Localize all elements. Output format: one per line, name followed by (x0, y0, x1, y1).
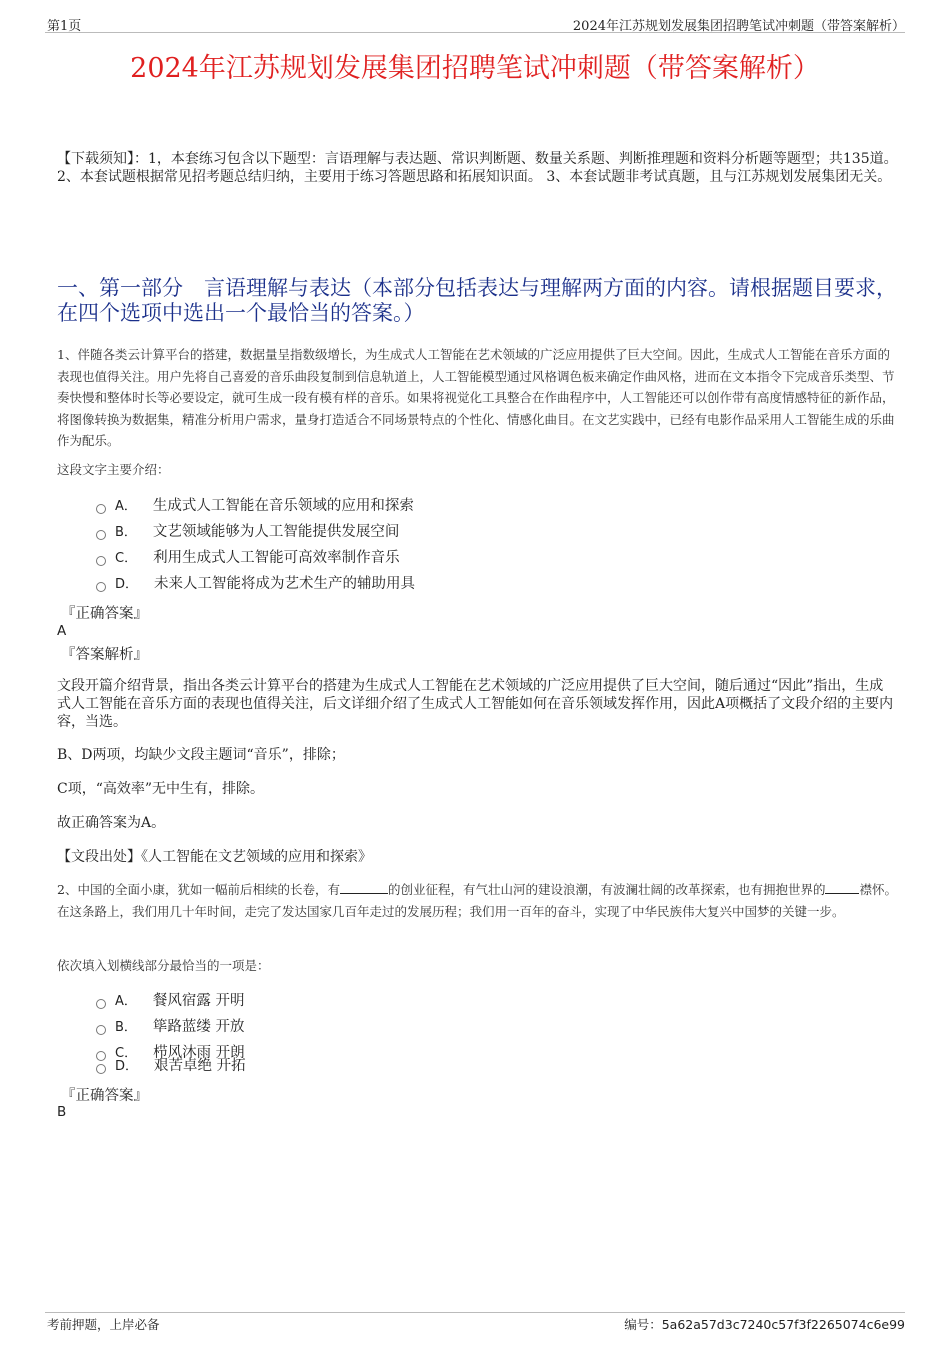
radio-icon[interactable] (96, 504, 106, 514)
question-2-stem: 2、中国的全面小康，犹如一幅前后相续的长卷，有 的创业征程，有气壮山河的建设浪潮，有波澜壮阔的改革探索，也有拥抱世界的 襟怀。在这条路上，我们用几十年时间，走完了发达国家几百年走过的发展历程；我们用一百年的奋斗，实现了中华民族伟大复兴中国梦的关键一步。 (57, 882, 897, 919)
q2-answer: B (57, 1104, 67, 1120)
header-doc-title: 2024年江苏规划发展集团招聘笔试冲刺题（带答案解析） (572, 19, 905, 34)
q1-option-d[interactable]: D． 未来人工智能将成为艺术生产的辅助用具 (96, 574, 415, 594)
q1-analysis-paragraph: 文段开篇介绍背景，指出各类云计算平台的搭建为生成式人工智能在艺术领域的广泛应用提供了巨大空间，随后通过“因此”指出，生成式人工智能在音乐方面的表现也值得关注，后文详细介绍了生成式人工智能如何在音乐领域发挥作用，因此A项概括了文段介绍的主要内容，当选。 (57, 678, 894, 730)
footer-divider (45, 1312, 905, 1313)
q1-analysis-label: 『答案解析』 (61, 647, 148, 663)
q2-option-b[interactable]: B． 筚路蓝缕 开放 (96, 1017, 245, 1037)
q2-answer-label: 『正确答案』 (61, 1088, 148, 1104)
q1-option-a[interactable]: A． 生成式人工智能在音乐领域的应用和探索 (96, 496, 414, 516)
section-heading: 一、第一部分 言语理解与表达（本部分包括表达与理解两方面的内容。请根据题目要求，在四个选项中选出一个最恰当的答案。） (57, 276, 897, 325)
question-1-stem: 1、伴随各类云计算平台的搭建，数据量呈指数级增长，为生成式人工智能在艺术领域的广泛应用提供了巨大空间。因此，生成式人工智能在音乐方面的表现也值得关注。用户先将自己喜爱的音乐曲段复制到信息轨道上，人工智能模型通过风格调色板来确定作曲风格，进而在文本指令下完成音乐类型、节奏快慢和整体时长等必要设定，就可生成一段有模有样的音乐。如果将视觉化工具整合在作曲程序中，人工智能还可以创作带有高度情感特征的新作品，将图像转换为数据集，精准分析用户需求，量身打造适合不同场景特点的个性化、情感化曲目。在文艺实践中，已经有电影作品采用人工智能生成的乐曲作为配乐。 (57, 347, 895, 448)
radio-icon[interactable] (96, 1025, 106, 1035)
radio-icon[interactable] (96, 556, 106, 566)
header-divider (45, 32, 905, 33)
document-id: 编号：5a62a57d3c7240c57f3f2265074c6e99 (624, 1317, 905, 1332)
q2-option-a[interactable]: A． 餐风宿露 开明 (96, 991, 245, 1011)
q1-source: 【文段出处】《人工智能在文艺领域的应用和探索》 (57, 849, 372, 865)
radio-icon[interactable] (96, 1064, 106, 1074)
q2-option-d[interactable]: D． 艰苦卓绝 开拓 (96, 1056, 246, 1076)
question-1-prompt: 这段文字主要介绍： (57, 462, 170, 477)
radio-icon[interactable] (96, 530, 106, 540)
q1-answer: A (57, 623, 67, 639)
document-title: 2024年江苏规划发展集团招聘笔试冲刺题（带答案解析） (130, 53, 820, 84)
fill-blank (825, 881, 859, 894)
q1-analysis-paragraph: B、D两项，均缺少文段主题词“音乐”，排除； (57, 747, 345, 763)
q1-option-b[interactable]: B． 文艺领域能够为人工智能提供发展空间 (96, 522, 399, 542)
page-number: 第1页 (47, 19, 82, 34)
q1-analysis-conclusion: 故正确答案为A。 (57, 815, 166, 831)
q2-option-c[interactable]: C． 栉风沐雨 开朗 (96, 1043, 245, 1063)
q1-answer-label: 『正确答案』 (61, 606, 148, 622)
question-2-prompt: 依次填入划横线部分最恰当的一项是： (57, 958, 270, 973)
footer-slogan: 考前押题，上岸必备 (47, 1317, 160, 1332)
fill-blank (340, 881, 388, 894)
q1-option-c[interactable]: C． 利用生成式人工智能可高效率制作音乐 (96, 548, 400, 568)
radio-icon[interactable] (96, 582, 106, 592)
radio-icon[interactable] (96, 999, 106, 1009)
download-notice: 【下载须知】：1，本套练习包含以下题型：言语理解与表达题、常识判断题、数量关系题、判断推理题和资料分析题等题型；共135道。 2、本套试题根据常见招考题总结归纳，主要用于练习答题思路和拓展知识面。 3、本套试题非考试真题，且与江苏规划发展集团无关。 (57, 151, 898, 185)
q1-analysis-paragraph: C项，“高效率”无中生有，排除。 (57, 781, 265, 797)
